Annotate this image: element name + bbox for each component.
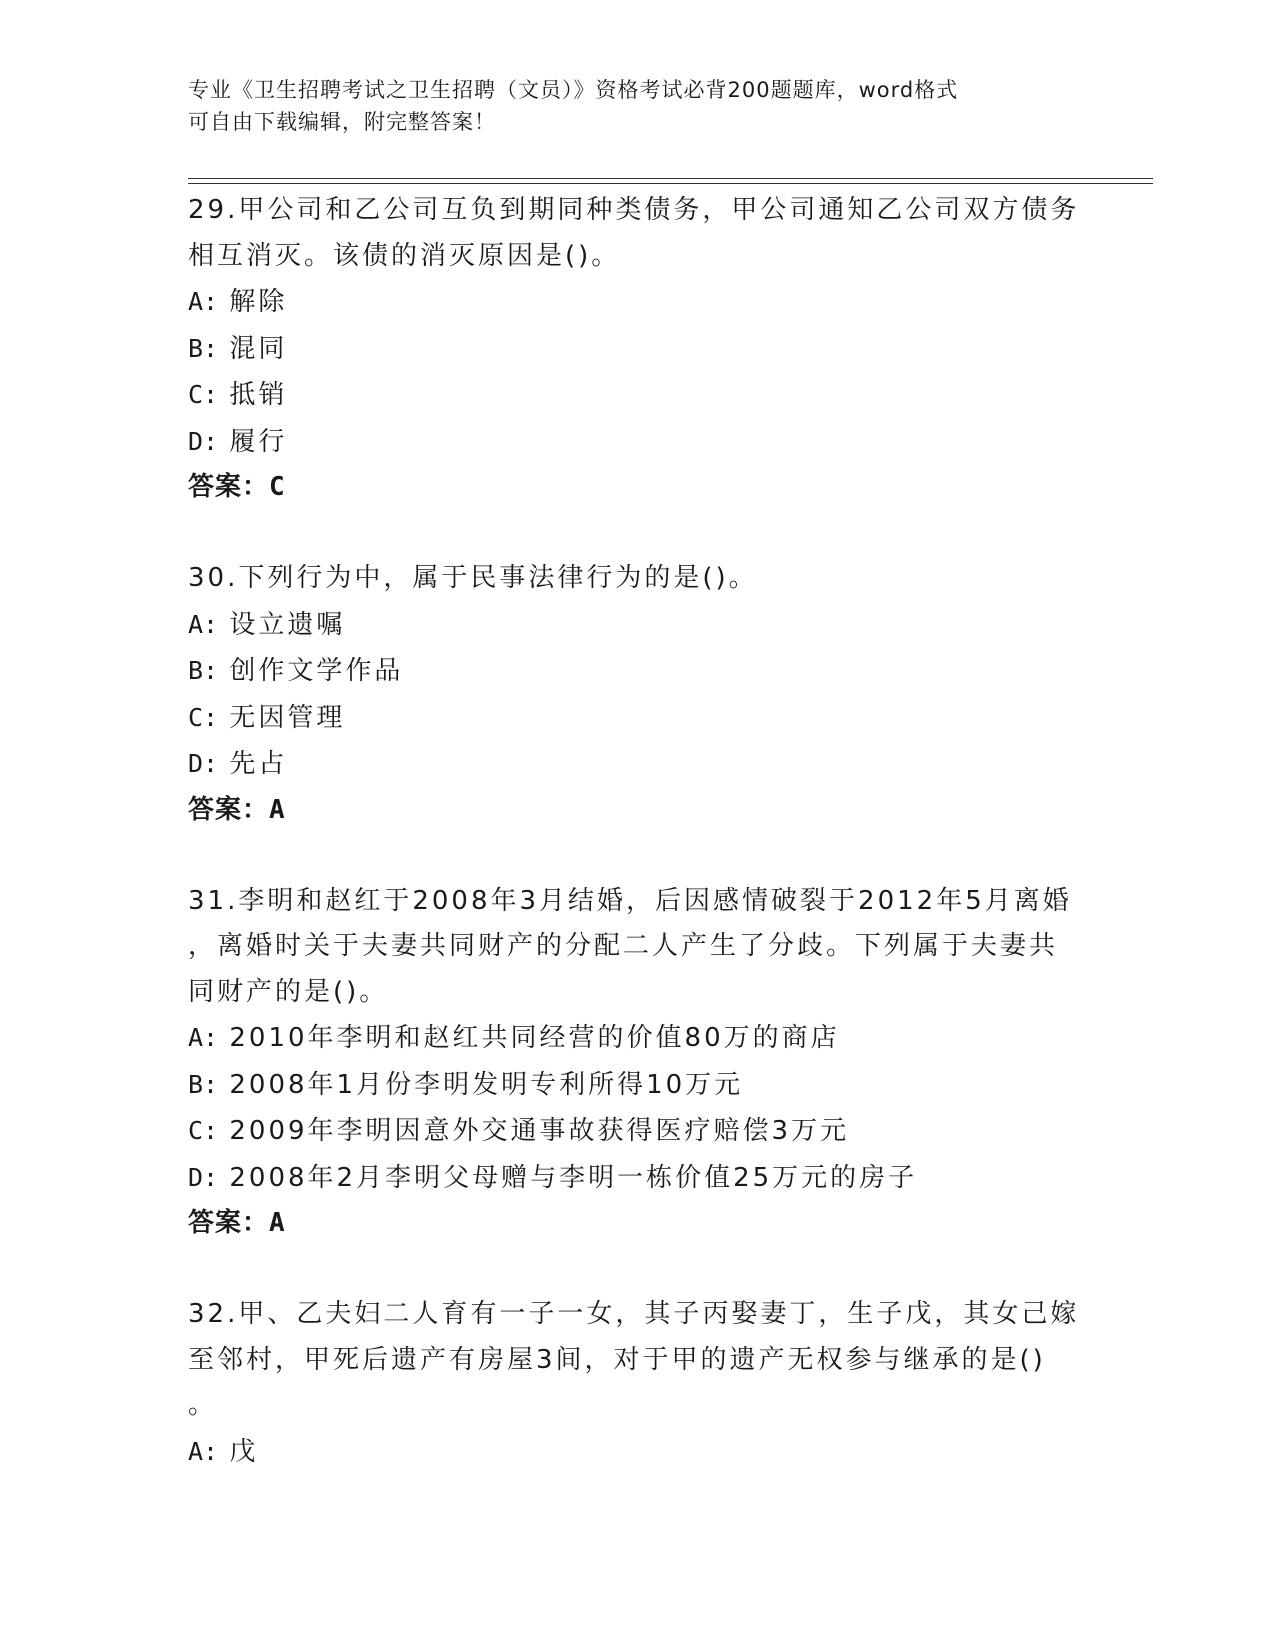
question-spacer bbox=[188, 1247, 1108, 1293]
stem-line: 30.下列行为中，属于民事法律行为的是()。 bbox=[188, 563, 758, 593]
question-spacer bbox=[188, 833, 1108, 879]
question-30 bbox=[188, 556, 1108, 833]
option-text: 无因管理 bbox=[229, 702, 346, 733]
option-text: 履行 bbox=[229, 426, 288, 457]
answer-label: 答案： bbox=[188, 472, 270, 502]
option-letter: A: bbox=[188, 609, 219, 639]
option-letter: C: bbox=[188, 1116, 219, 1145]
answer-value: C bbox=[269, 472, 286, 502]
stem-line: 。 bbox=[188, 1390, 218, 1420]
option-letter: A: bbox=[188, 1023, 219, 1052]
option-text: 设立遗嘱 bbox=[229, 609, 346, 640]
option-d bbox=[188, 1155, 1108, 1202]
question-spacer bbox=[188, 511, 1108, 557]
option-text: 先占 bbox=[229, 749, 288, 779]
answer-label: 答案： bbox=[188, 1208, 270, 1238]
option-a bbox=[188, 602, 1108, 649]
option-letter: A: bbox=[188, 1436, 219, 1466]
header-divider-top bbox=[188, 178, 1153, 179]
question-29 bbox=[188, 188, 1108, 511]
stem-line: 32.甲、乙夫妇二人育有一子一女，其子丙娶妻丁，生子戊，其女己嫁 bbox=[188, 1299, 1080, 1329]
stem-line: 31.李明和赵红于2008年3月结婚，后因感情破裂于2012年5月离婚 bbox=[188, 885, 1072, 916]
option-a bbox=[188, 1015, 1108, 1062]
option-text: 抵销 bbox=[229, 380, 288, 410]
header-line-1: 专业《卫生招聘考试之卫生招聘（文员）》资格考试必背200题题库，word格式 bbox=[188, 78, 959, 102]
option-letter: C: bbox=[188, 380, 219, 409]
question-stem bbox=[188, 879, 1108, 1016]
option-a bbox=[188, 279, 1108, 326]
option-d bbox=[188, 741, 1108, 788]
option-text: 2008年2月李明父母赠与李明一栋价值25万元的房子 bbox=[229, 1162, 918, 1193]
stem-line: 29.甲公司和乙公司互负到期同种类债务，甲公司通知乙公司双方债务 bbox=[188, 195, 1080, 225]
option-text: 2009年李明因意外交通事故获得医疗赔偿3万元 bbox=[229, 1116, 850, 1146]
option-letter: C: bbox=[188, 702, 219, 732]
option-text: 解除 bbox=[229, 287, 288, 317]
option-letter: B: bbox=[188, 656, 219, 685]
header-line-2: 可自由下载编辑，附完整答案！ bbox=[188, 110, 496, 134]
question-stem bbox=[188, 1292, 1108, 1429]
option-text: 创作文学作品 bbox=[229, 656, 404, 686]
question-32 bbox=[188, 1292, 1108, 1475]
option-c bbox=[188, 1108, 1108, 1155]
option-c bbox=[188, 372, 1108, 419]
question-31 bbox=[188, 879, 1108, 1247]
option-letter: A: bbox=[188, 287, 219, 316]
answer-label: 答案： bbox=[188, 794, 270, 825]
option-text: 混同 bbox=[229, 333, 288, 364]
header-divider-bottom bbox=[188, 183, 1153, 184]
question-list bbox=[188, 188, 1108, 1475]
question-stem bbox=[188, 556, 1108, 602]
option-letter: D: bbox=[188, 1162, 219, 1192]
document-header bbox=[188, 74, 1078, 138]
answer-value: A bbox=[269, 794, 286, 825]
option-text: 2010年李明和赵红共同经营的价值80万的商店 bbox=[229, 1023, 840, 1053]
option-b bbox=[188, 648, 1108, 695]
option-text: 2008年1月份李明发明专利所得10万元 bbox=[229, 1069, 744, 1100]
answer-line bbox=[188, 788, 1108, 834]
answer-line bbox=[188, 465, 1108, 511]
option-c bbox=[188, 695, 1108, 742]
answer-line bbox=[188, 1201, 1108, 1247]
question-stem bbox=[188, 188, 1108, 279]
option-letter: B: bbox=[188, 1069, 219, 1099]
option-b bbox=[188, 1062, 1108, 1109]
stem-line: 相互消灭。该债的消灭原因是()。 bbox=[188, 240, 621, 271]
stem-line: ，离婚时关于夫妻共同财产的分配二人产生了分歧。下列属于夫妻共 bbox=[188, 931, 1059, 961]
option-d bbox=[188, 419, 1108, 466]
answer-value: A bbox=[269, 1208, 286, 1238]
option-a bbox=[188, 1429, 1108, 1476]
stem-line: 至邻村，甲死后遗产有房屋3间，对于甲的遗产无权参与继承的是() bbox=[188, 1344, 1046, 1375]
stem-line: 同财产的是()。 bbox=[188, 976, 389, 1007]
option-letter: B: bbox=[188, 333, 219, 363]
option-letter: D: bbox=[188, 749, 219, 778]
option-b bbox=[188, 326, 1108, 373]
option-letter: D: bbox=[188, 426, 219, 456]
option-text: 戊 bbox=[229, 1436, 259, 1467]
